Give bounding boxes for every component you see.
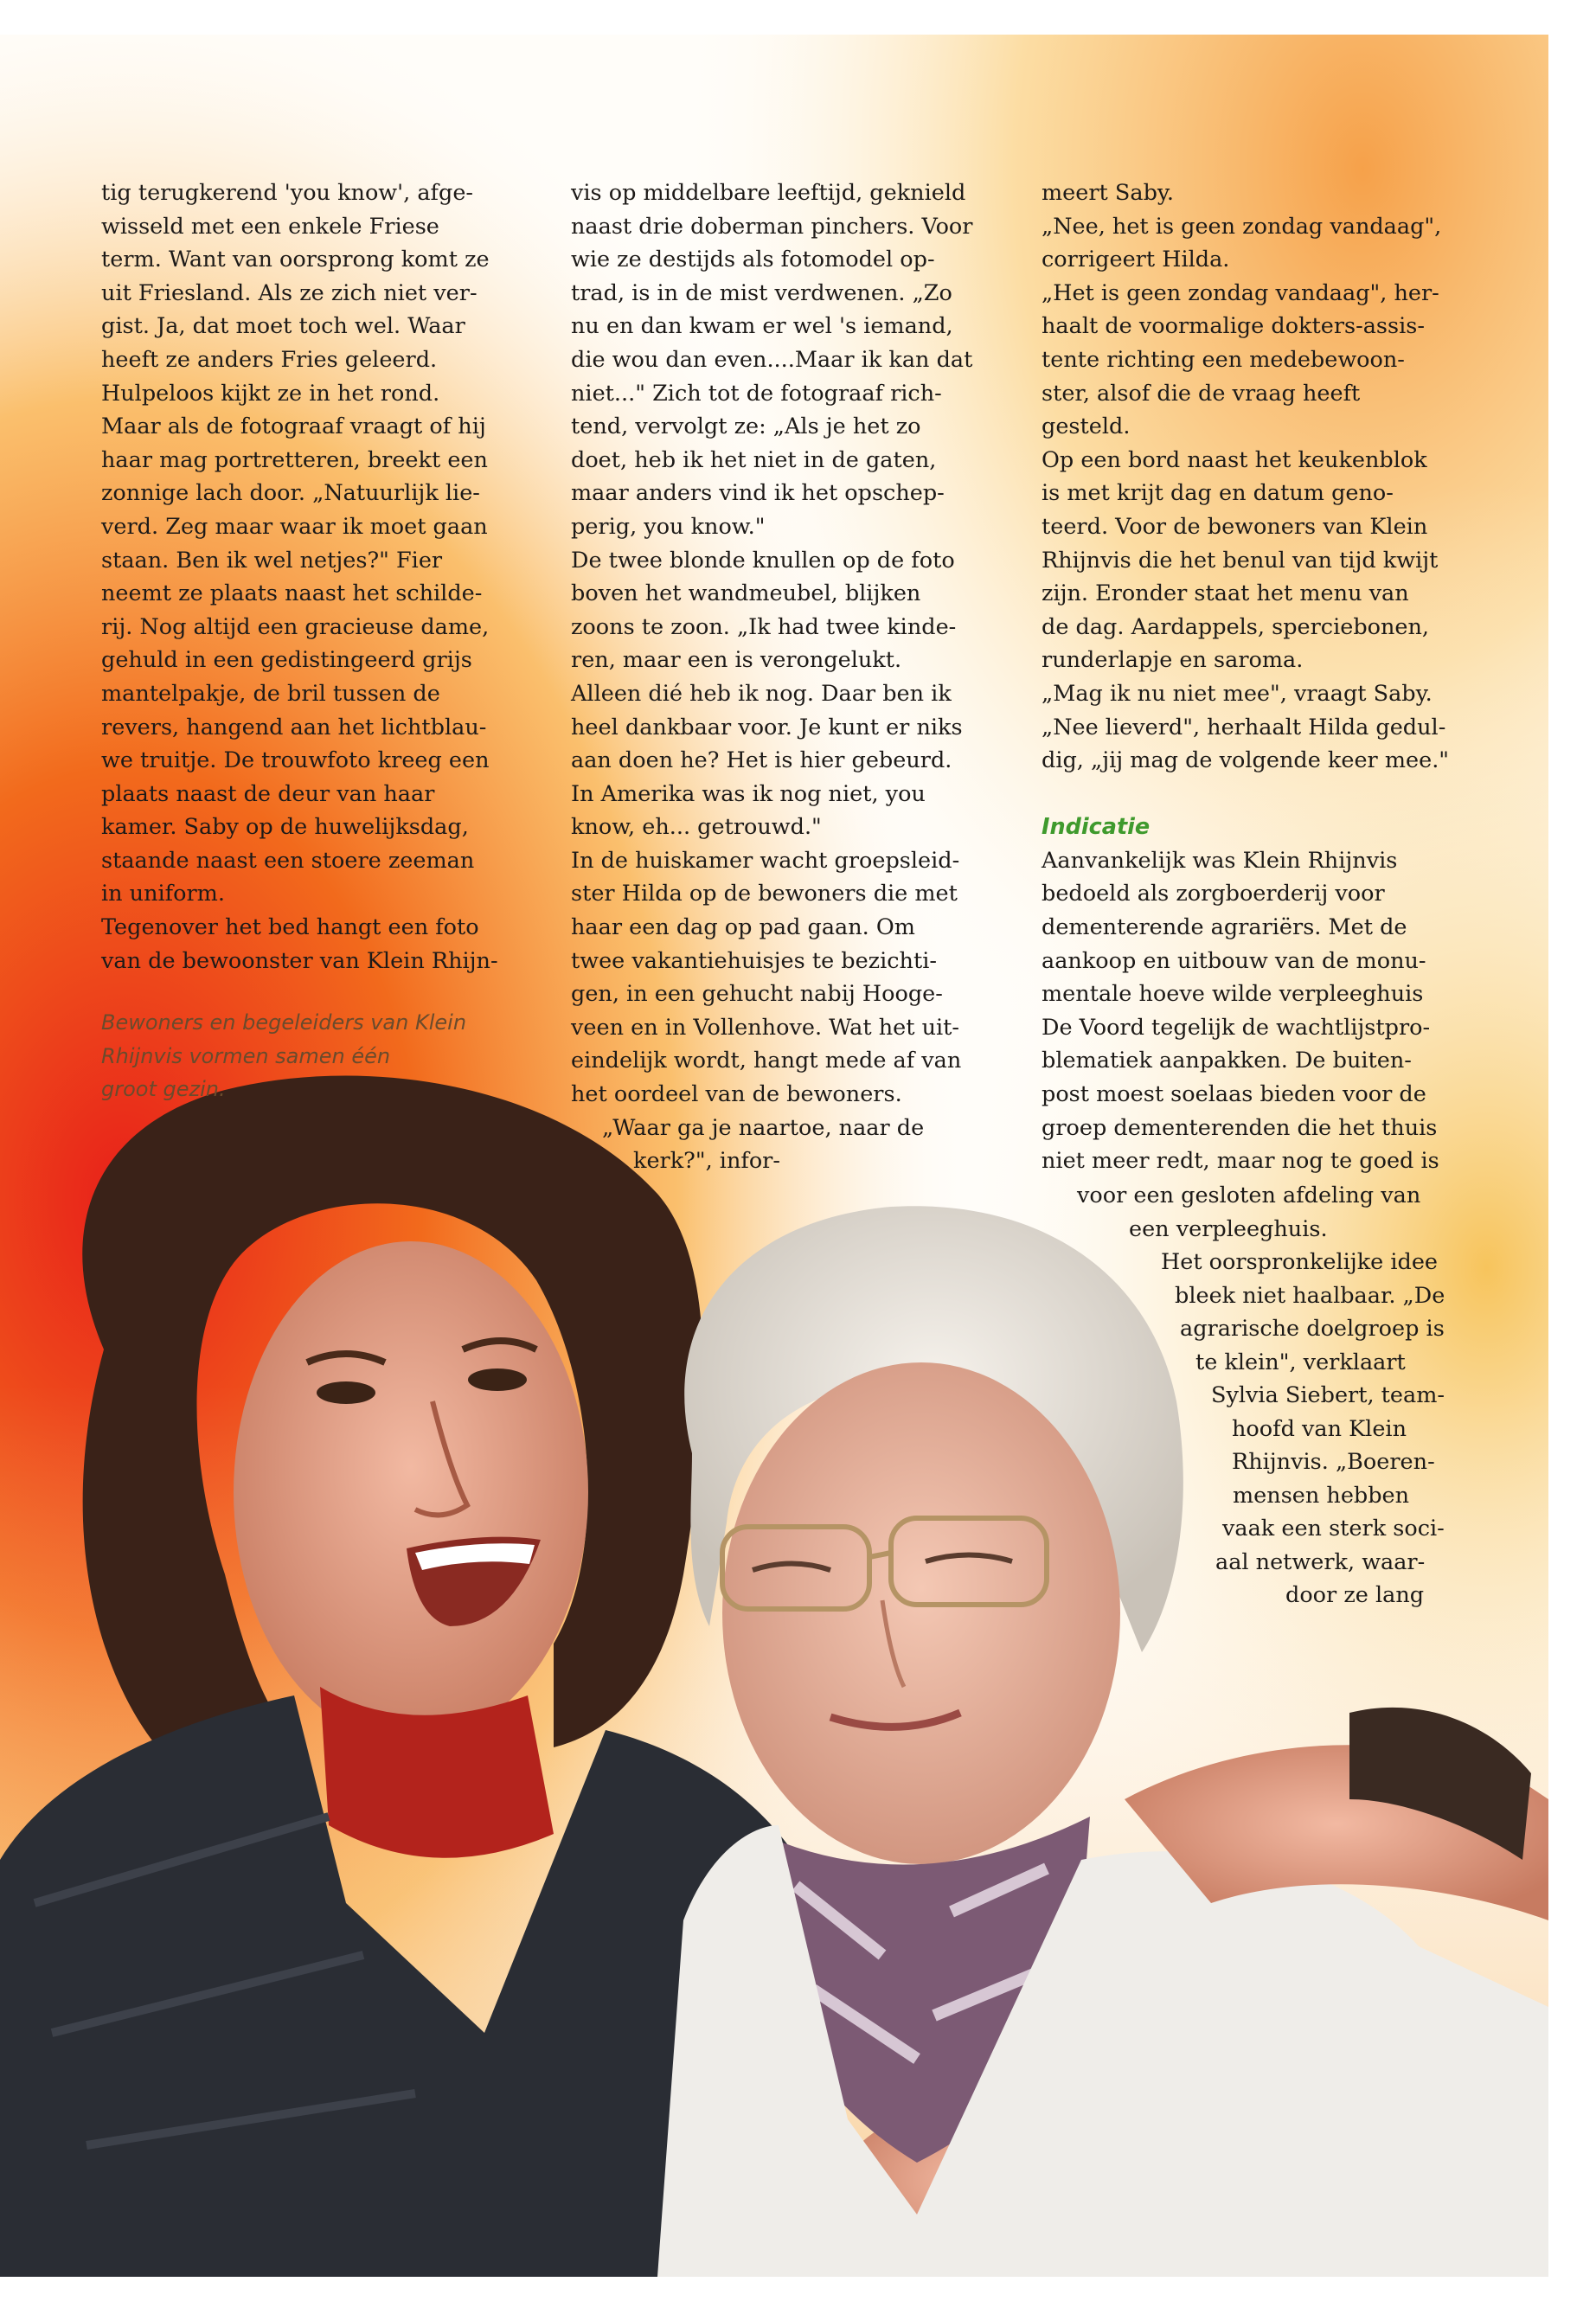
text-line: staan. Ben ik wel netjes?" Fier bbox=[101, 547, 443, 574]
text-line: is met krijt dag en datum geno- bbox=[1042, 480, 1394, 507]
text-line: agrarische doelgroep is bbox=[1180, 1316, 1445, 1342]
text-line: eindelijk wordt, hangt mede af van bbox=[571, 1048, 962, 1074]
text-line: tend, vervolgt ze: „Als je het zo bbox=[571, 413, 921, 440]
text-line: bedoeld als zorgboerderij voor bbox=[1042, 881, 1385, 907]
text-line: niet meer redt, maar nog te goed is bbox=[1042, 1148, 1439, 1175]
text-line: hoofd van Klein bbox=[1232, 1416, 1407, 1442]
text-line: gen, in een gehucht nabij Hooge- bbox=[571, 981, 943, 1008]
text-line: gist. Ja, dat moet toch wel. Waar bbox=[101, 313, 465, 340]
text-line: „Waar ga je naartoe, naar de bbox=[602, 1114, 925, 1141]
text-line: ren, maar een is verongelukt. bbox=[571, 647, 902, 674]
text-line: post moest soelaas bieden voor de bbox=[1042, 1081, 1426, 1108]
text-line: staande naast een stoere zeeman bbox=[101, 847, 475, 874]
text-line: die wou dan even....Maar ik kan dat bbox=[571, 346, 973, 373]
text-line: Hulpeloos kijkt ze in het rond. bbox=[101, 380, 440, 407]
text-line: runderlapje en saroma. bbox=[1042, 647, 1304, 674]
text-line: tig terugkerend 'you know', afge- bbox=[101, 180, 474, 206]
text-line: teerd. Voor de bewoners van Klein bbox=[1042, 513, 1428, 540]
text-line: ster, alsof die de vraag heeft bbox=[1042, 380, 1361, 407]
text-line: „Mag ik nu niet mee", vraagt Saby. bbox=[1042, 680, 1433, 707]
text-line: Alleen dié heb ik nog. Daar ben ik bbox=[571, 680, 952, 707]
text-line: meert Saby. bbox=[1042, 180, 1175, 206]
text-line: wie ze destijds als fotomodel op- bbox=[571, 247, 935, 273]
text-line: doet, heb ik het niet in de gaten, bbox=[571, 446, 937, 473]
text-line: Aanvankelijk was Klein Rhijnvis bbox=[1042, 847, 1398, 874]
text-line: nu en dan kwam er wel 's iemand, bbox=[571, 313, 953, 340]
text-line: verd. Zeg maar waar ik moet gaan bbox=[101, 513, 488, 540]
text-line: Maar als de fotograaf vraagt of hij bbox=[101, 413, 486, 440]
text-line: vaak een sterk soci- bbox=[1222, 1516, 1445, 1541]
text-line: wisseld met een enkele Friese bbox=[101, 213, 439, 240]
text-line: door ze lang bbox=[1285, 1582, 1425, 1608]
spacer bbox=[1042, 778, 1449, 811]
text-line: tente richting een medebewoon- bbox=[1042, 346, 1405, 373]
text-line: haar mag portretteren, breekt een bbox=[101, 446, 488, 473]
text-line: Tegenover het bed hangt een foto bbox=[101, 914, 479, 941]
text-line: twee vakantiehuisjes te bezichti- bbox=[571, 947, 937, 974]
text-line: zijn. Eronder staat het menu van bbox=[1042, 580, 1409, 607]
text-line: plaats naast de deur van haar bbox=[101, 780, 435, 807]
text-line: kamer. Saby op de huwelijksdag, bbox=[101, 814, 469, 841]
text-line: Rhijnvis die het benul van tijd kwijt bbox=[1042, 547, 1439, 574]
text-line: haar een dag op pad gaan. Om bbox=[571, 914, 915, 941]
text-line: zoons te zoon. „Ik had twee kinde- bbox=[571, 613, 957, 640]
text-line: ster Hilda op de bewoners die met bbox=[571, 881, 958, 907]
text-line: term. Want van oorsprong komt ze bbox=[101, 247, 490, 273]
text-line: veen en in Vollenhove. Wat het uit- bbox=[571, 1014, 960, 1041]
caption-line: Rhijnvis vormen samen één bbox=[101, 1043, 391, 1068]
text-line: heeft ze anders Fries geleerd. bbox=[101, 346, 438, 373]
caption-line: groot gezin. bbox=[101, 1077, 226, 1101]
text-column-1 bbox=[101, 176, 498, 977]
text-line: blematiek aanpakken. De buiten- bbox=[1042, 1048, 1412, 1074]
text-line: naast drie doberman pinchers. Voor bbox=[571, 213, 973, 240]
text-line: Op een bord naast het keukenblok bbox=[1042, 446, 1427, 473]
text-line: kerk?", infor- bbox=[633, 1148, 780, 1175]
text-line: de dag. Aardappels, sperciebonen, bbox=[1042, 613, 1430, 640]
text-line: zonnige lach door. „Natuurlijk lie- bbox=[101, 480, 480, 507]
text-line: Het oorspronkelijke idee bbox=[1161, 1249, 1439, 1275]
text-line: Rhijnvis. „Boeren- bbox=[1232, 1449, 1435, 1475]
text-line: groep dementerenden die het thuis bbox=[1042, 1114, 1438, 1141]
text-line: revers, hangend aan het lichtblau- bbox=[101, 714, 487, 740]
text-line: te klein", verklaart bbox=[1195, 1349, 1406, 1375]
text-line: „Nee lieverd", herhaalt Hilda gedul- bbox=[1042, 714, 1446, 740]
text-line: gehuld in een gedistingeerd grijs bbox=[101, 647, 472, 674]
text-line: neemt ze plaats naast het schilde- bbox=[101, 580, 483, 607]
text-line: De twee blonde knullen op de foto bbox=[571, 547, 955, 574]
text-line: „Nee, het is geen zondag vandaag", bbox=[1042, 213, 1442, 240]
text-line: boven het wandmeubel, blijken bbox=[571, 580, 921, 607]
text-line: dig, „jij mag de volgende keer mee." bbox=[1042, 747, 1450, 774]
text-line: corrigeert Hilda. bbox=[1042, 247, 1230, 273]
text-column-2 bbox=[571, 176, 972, 1178]
text-line: voor een gesloten afdeling van bbox=[1077, 1183, 1421, 1208]
text-line: in uniform. bbox=[101, 881, 225, 907]
text-line: heel dankbaar voor. Je kunt er niks bbox=[571, 714, 963, 740]
text-line: rij. Nog altijd een gracieuse dame, bbox=[101, 613, 490, 640]
text-line: Sylvia Siebert, team- bbox=[1211, 1382, 1445, 1408]
text-line: dementerende agrariërs. Met de bbox=[1042, 914, 1407, 941]
photo-caption bbox=[101, 1006, 466, 1106]
text-line: „Het is geen zondag vandaag", her- bbox=[1042, 279, 1439, 306]
text-line: vis op middelbare leeftijd, geknield bbox=[571, 180, 966, 206]
text-line: mentale hoeve wilde verpleeghuis bbox=[1042, 981, 1424, 1008]
text-line: haalt de voormalige dokters-assis- bbox=[1042, 313, 1425, 340]
text-line: het oordeel van de bewoners. bbox=[571, 1081, 902, 1108]
text-line: aan doen he? Het is hier gebeurd. bbox=[571, 747, 952, 774]
text-line: De Voord tegelijk de wachtlijstpro- bbox=[1042, 1014, 1431, 1041]
text-line: gesteld. bbox=[1042, 413, 1131, 440]
text-line: bleek niet haalbaar. „De bbox=[1175, 1283, 1445, 1309]
text-line: know, eh... getrouwd." bbox=[571, 814, 822, 841]
text-line: mantelpakje, de bril tussen de bbox=[101, 680, 440, 707]
text-line: aankoop en uitbouw van de monu- bbox=[1042, 947, 1426, 974]
text-line: aal netwerk, waar- bbox=[1215, 1549, 1426, 1575]
text-line: uit Friesland. Als ze zich niet ver- bbox=[101, 279, 478, 306]
text-line: van de bewoonster van Klein Rhijn- bbox=[101, 947, 498, 974]
text-column-3 bbox=[1042, 176, 1449, 1178]
text-line: In de huiskamer wacht groepsleid- bbox=[571, 847, 960, 874]
caption-line: Bewoners en begeleiders van Klein bbox=[101, 1010, 467, 1035]
text-line: trad, is in de mist verdwenen. „Zo bbox=[571, 279, 952, 306]
text-line: niet..." Zich tot de fotograaf rich- bbox=[571, 380, 942, 407]
text-line: In Amerika was ik nog niet, you bbox=[571, 780, 926, 807]
text-line: maar anders vind ik het opschep- bbox=[571, 480, 945, 507]
text-line: mensen hebben bbox=[1233, 1483, 1410, 1509]
text-line: een verpleeghuis. bbox=[1129, 1216, 1328, 1242]
text-line: we truitje. De trouwfoto kreeg een bbox=[101, 747, 490, 774]
section-heading: Indicatie bbox=[1042, 814, 1151, 841]
text-line: perig, you know." bbox=[571, 513, 766, 540]
